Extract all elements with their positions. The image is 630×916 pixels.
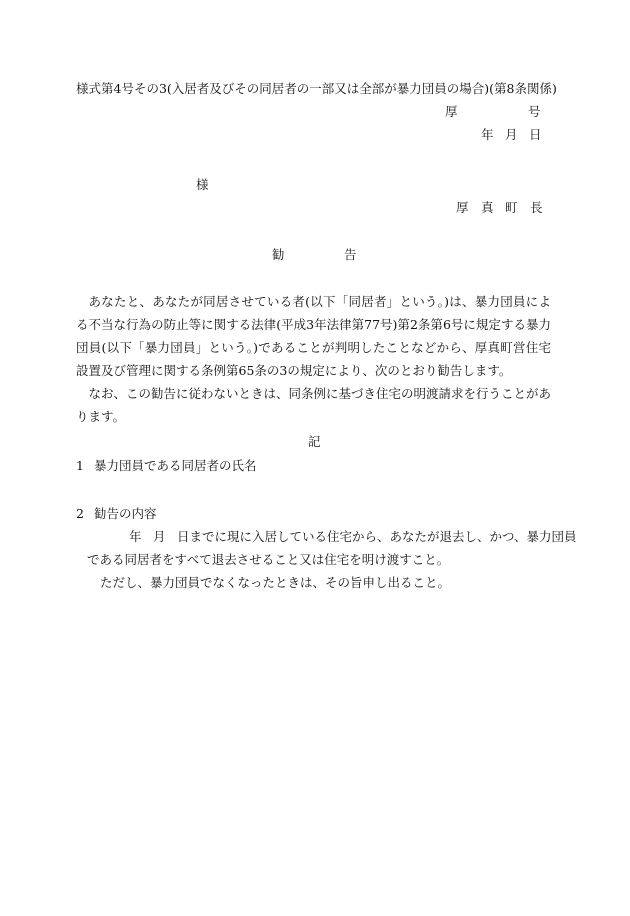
body-paragraph-1: あなたと、あなたが同居させている者(以下「同居者」という。)は、暴力団員による不当な行為の防止等に関する法律(平成3年法律第77号)第2条第6号に規定する暴力団員(以下「暴力団員」という。)であることが判明したことなどから、厚真町営住宅設置及び管理に関する条例第65条の3の規定により、次のとおり勧告します。: [76, 294, 551, 378]
body-paragraph-2: なお、この勧告に従わないときは、同条例に基づき住宅の明渡請求を行うことがあります。: [76, 386, 552, 424]
item2-year: 年: [129, 529, 142, 544]
item1-label: 暴力団員である同居者の氏名: [94, 458, 257, 473]
document-title-left: 勧: [272, 247, 285, 262]
document-number-prefix: 厚: [445, 104, 458, 119]
sender-char-1: 厚: [456, 200, 469, 215]
document-number-suffix: 号: [528, 104, 541, 119]
item2-number: 2: [76, 506, 84, 521]
date-year: 年: [481, 127, 494, 142]
sender-char-2: 真: [481, 200, 494, 215]
sender-char-4: 長: [530, 200, 543, 215]
item2-label: 勧告の内容: [94, 506, 157, 521]
sender-char-3: 町: [505, 200, 518, 215]
form-title: 様式第4号その3(入居者及びその同居者の一部又は全部が暴力団員の場合)(第8条関係): [76, 81, 557, 96]
addressee-honorific: 様: [196, 177, 209, 192]
item1-number: 1: [76, 458, 84, 473]
item2-text-line1: 日までに現に入居している住宅から、あなたが退去し、かつ、暴力団員: [177, 529, 577, 544]
item2-proviso: ただし、暴力団員でなくなったときは、その旨申し出ること。: [100, 575, 451, 590]
date-month: 月: [505, 127, 518, 142]
record-heading: 記: [308, 434, 321, 449]
item2-text-line2: である同居者をすべて退去させること又は住宅を明け渡すこと。: [87, 552, 450, 567]
item2-month: 月: [153, 529, 166, 544]
document-title-right: 告: [344, 247, 357, 262]
date-day: 日: [529, 127, 542, 142]
